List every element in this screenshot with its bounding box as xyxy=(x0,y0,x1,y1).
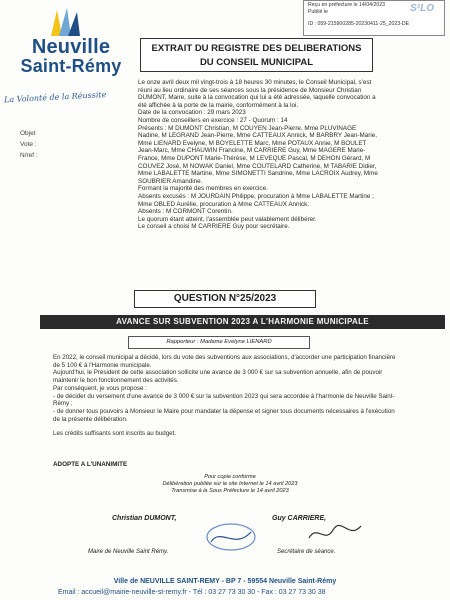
secretary-role: Secrétaire de séance. xyxy=(277,549,336,555)
logo-name-line2: Saint-Rémy xyxy=(20,56,122,76)
footer-address: Ville de NEUVILLE SAINT-REMY - BP 7 - 59554 Neuville Saint-Rémy xyxy=(113,578,337,585)
mayor-role: Maire de Neuville Saint Rémy. xyxy=(88,549,169,555)
rapporteur-box: Rapporteur : Madame Evelyne LIENARD xyxy=(128,336,310,349)
present-list: Présents : M DUMONT Christian, M COUYEN Jean-Pierre, Mme PLUVINAGE Nadine, M LEGRAND Jean-Pierre, Mme CATTEAUX Annick, M BARBRY Jean-Marie, Mme LIENARD Evelyne, M BOYELETTE Marc, Mme POTAUX Annie, M BOULET Jean-Marc, Mme CHAUWIN Francine, M CARRIERE Guy, Mme MAGERE Marie-France, Mme DUPONT Marie-Thérèse, M LEVEQUE Pascal, M DEHON Gérard, M COUVEZ José, M NOWAK Daniel, Mme COUTELARD Catherine, M TABARIE Didier, Mme LABALETTE Martine, Mme SIMONETTI Sandrine, Mme LACROIX Audrey, Mme SOUBRIER Amandine. xyxy=(138,124,378,185)
mayor-name: Christian DUMONT, xyxy=(112,515,177,522)
majority-line: Formant la majorité des membres en exercice. xyxy=(138,185,268,193)
header-line2: DU CONSEIL MUNICIPAL xyxy=(199,57,314,68)
intro-paragraph: Le onze avril deux mil vingt-trois à 18 heures 30 minutes, le Conseil Municipal, s'est réuni au lieu ordinaire de ses séances sous la présidence de Monsieur Christian DUMONT, Maire, suite à la convocation qui lui a été adressée, laquelle convocation a été affichée à la porte de la mairie, conformément à la loi. xyxy=(138,79,376,109)
certified-copy xyxy=(155,474,305,495)
body-paragraph: - de donner tous pouvoirs à Monsieur le Maire pour mandater la dépense et signer tous documents nécessaires à l'exécution de la présente délibération. xyxy=(53,407,395,423)
body-paragraph: Les crédits suffisants sont inscrits au budget. xyxy=(53,430,177,438)
side-label-objet: Objet xyxy=(20,130,36,137)
header-line1: EXTRAIT DU REGISTRE DES DELIBERATIONS xyxy=(151,43,362,54)
document-header xyxy=(140,38,373,72)
stamp-id: ID : 059-215900285-20230411-25_2023-DE xyxy=(308,21,410,27)
stamp-received: Reçu en préfecture le 14/04/2023 xyxy=(308,2,386,8)
copie-line: Pour copie conforme xyxy=(204,474,256,480)
logo-name-line1: Neuville xyxy=(31,36,111,58)
body-paragraph: Aujourd'hui, le Président de cette association sollicite une avance de 3 000 € sur sa subvention annuelle, afin de pouvoir maintenir le bon fonctionnement des activités. xyxy=(53,369,383,385)
town-logo-name xyxy=(16,38,126,76)
deliberation-body xyxy=(53,354,398,438)
body-spacer xyxy=(53,423,398,430)
footer-contact: Email : accueil@mairie-neuville-st-remy.fr - Tél : 03 27 73 30 30 - Fax : 03 27 73 30 38 xyxy=(58,589,326,596)
logo-motto: La Volonté de la Réussite xyxy=(3,90,107,105)
body-paragraph: - de décider du versement d'une avance de 3 000 € sur la subvention 2023 qui sera accordée à l'harmonie de Neuville Saint-Rémy ; xyxy=(53,392,395,408)
secretary-signature xyxy=(305,520,365,546)
stamp-logo: S²LO xyxy=(410,3,434,14)
town-seal-stamp xyxy=(205,522,257,552)
side-label-ref: N/ref : xyxy=(20,152,38,159)
copie-line: Délibération publiée sur le site Internet le 14 avril 2023 xyxy=(162,481,298,487)
excused-list: Absents excusés : M JOURDAIN Philippe, procuration à Mme LABALETTE Martine ; Mme OBLED Aurélie, procuration à Mme CATTEAUX Annick. xyxy=(138,192,374,208)
quorum-line: Nombre de conseillers en exercice : 27 - Quorum : 14 xyxy=(138,116,288,124)
absent-list: Absents : M CORMONT Corentin. xyxy=(138,208,233,216)
convocation-date: Date de la convocation : 29 mars 2023 xyxy=(138,109,246,117)
session-intro xyxy=(138,79,378,231)
secretary-line: Le conseil a choisi M CARRIERE Guy pour secrétaire. xyxy=(138,223,290,231)
side-labels xyxy=(20,128,38,161)
copie-line: Transmise à la Sous Préfecture le 14 avril 2023 xyxy=(171,488,289,494)
subject-banner: AVANCE SUR SUBVENTION 2023 A L'HARMONIE MUNICIPALE xyxy=(40,315,445,329)
secretary-name: Guy CARRIERE, xyxy=(272,515,327,522)
prefecture-stamp xyxy=(303,0,445,36)
quorum-reached: Le quorum étant atteint, l'assemblée peut valablement délibérer. xyxy=(138,215,317,223)
stamp-published: Publié le xyxy=(308,9,328,15)
town-logo-icon xyxy=(47,6,81,36)
body-paragraph: Par conséquent, je vous propose : xyxy=(53,384,147,392)
side-label-vote: Vote : xyxy=(20,141,37,148)
question-number: QUESTION N°25/2023 xyxy=(134,290,316,308)
adoption-result: ADOPTE A L'UNANIMITE xyxy=(53,461,128,468)
body-paragraph: En 2022, le conseil municipal a décidé, lors du vote des subventions aux associations, d'accorder une participation financière de 5 100 € à l'Harmonie municipale. xyxy=(53,354,396,369)
